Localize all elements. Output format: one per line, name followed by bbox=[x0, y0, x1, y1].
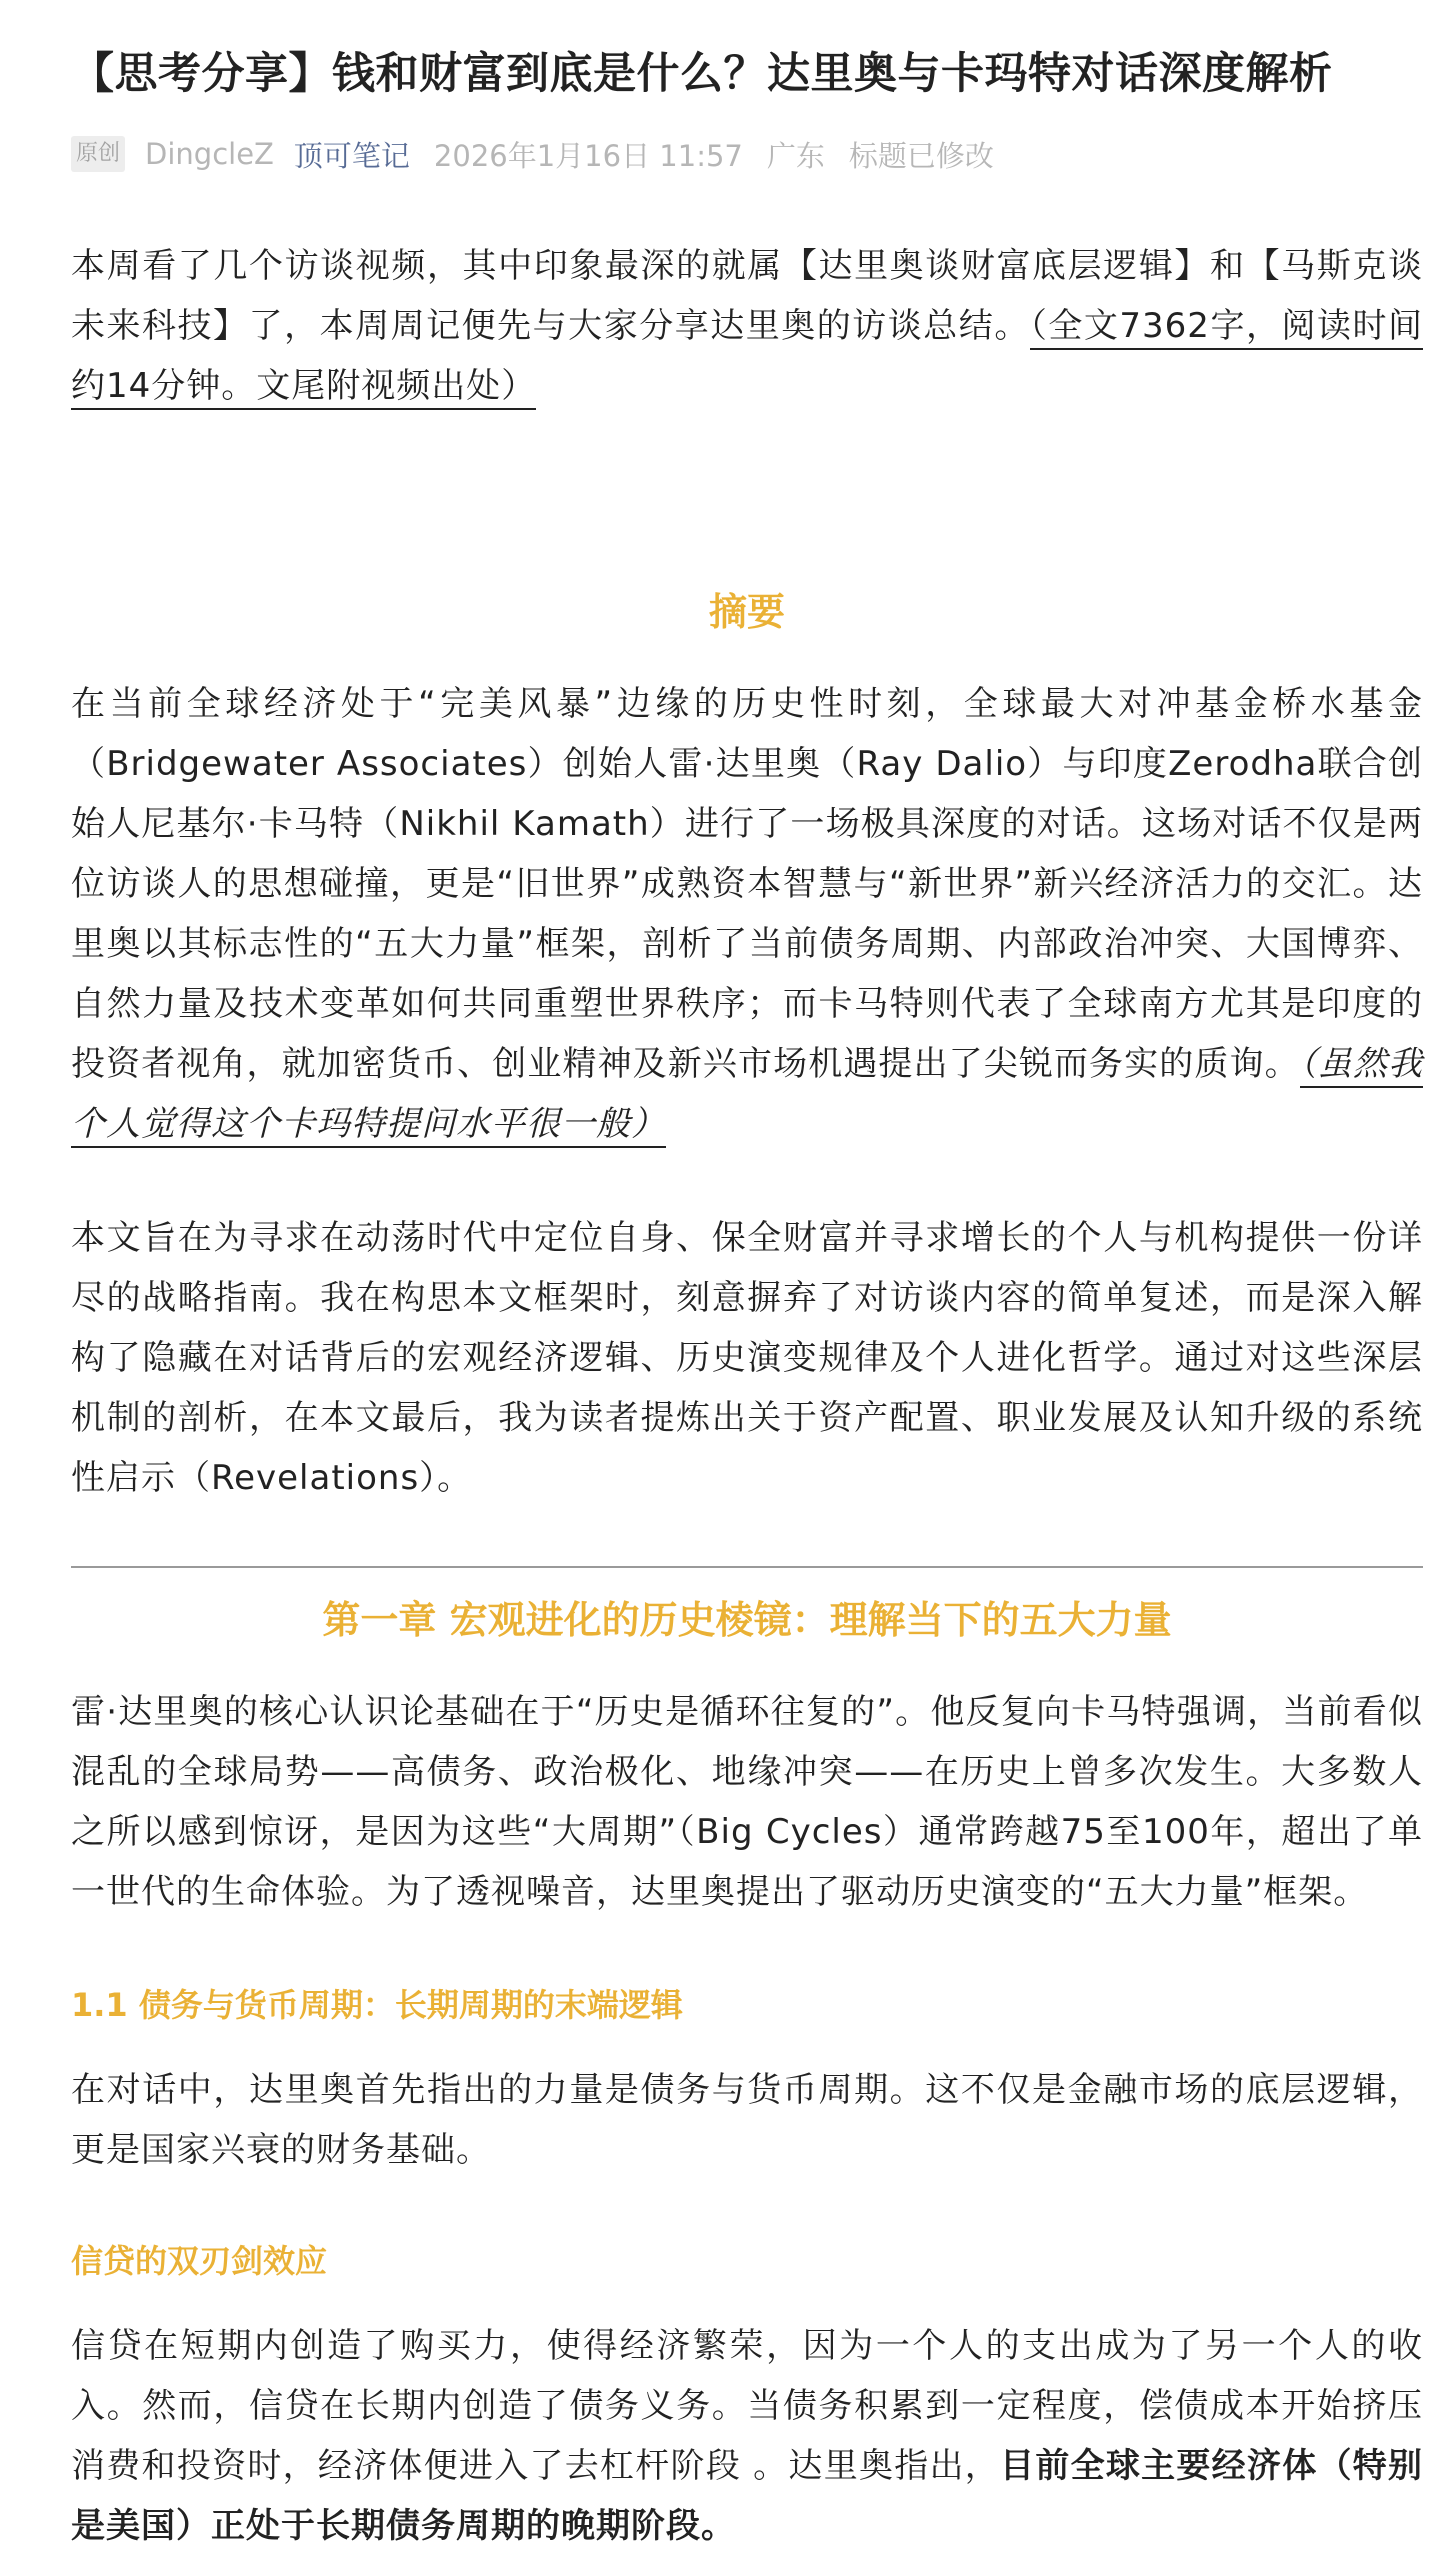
article-meta bbox=[71, 132, 994, 176]
section-1-1-paragraph bbox=[71, 2060, 1423, 2180]
intro-text: 本周看了几个访谈视频，其中印象最深的就属【达里奥谈财富底层逻辑】和【马斯克谈未来科技】了，本周周记便先与大家分享达里奥的访谈总结。 bbox=[71, 246, 1423, 346]
section-1-1-heading: 1.1 债务与货币周期：长期周期的末端逻辑 bbox=[71, 1986, 683, 2024]
section-1-1-text: 在对话中，达里奥首先指出的力量是债务与货币周期。这不仅是金融市场的底层逻辑，更是国家兴衰的财务基础。 bbox=[71, 2070, 1423, 2170]
abstract-p1-note: （虽然我个人觉得这个卡玛特提问水平很一般） bbox=[71, 1044, 1423, 1148]
credit-subheading: 信贷的双刃剑效应 bbox=[71, 2242, 328, 2280]
article-title: 【思考分享】钱和财富到底是什么？达里奥与卡玛特对话深度解析 bbox=[71, 49, 1333, 99]
publish-date: 2026年1月16日 11:57 bbox=[433, 138, 743, 173]
author-name: DingcleZ bbox=[145, 137, 274, 171]
intro-note: （全文7362字，阅读时间约14分钟。文尾附视频出处） bbox=[71, 306, 1423, 410]
section-divider bbox=[71, 1566, 1423, 1568]
chapter-1-heading: 第一章 宏观进化的历史棱镜：理解当下的五大力量 bbox=[322, 1598, 1172, 1642]
credit-bold-text: 目前全球主要经济体（特别是美国）正处于长期债务周期的晚期阶段。 bbox=[71, 2446, 1423, 2546]
abstract-paragraph-2 bbox=[71, 1208, 1423, 1508]
credit-text: 信贷在短期内创造了购买力，使得经济繁荣，因为一个人的支出成为了另一个人的收入。然而，信贷在长期内创造了债务义务。当债务积累到一定程度，偿债成本开始挤压消费和投资时，经济体便进入了去杠杆阶段 。达里奥指出， bbox=[71, 2326, 1423, 2486]
abstract-paragraph-1 bbox=[71, 674, 1423, 1154]
intro-paragraph bbox=[71, 236, 1423, 416]
chapter-1-p1-text: 雷·达里奥的核心认识论基础在于“历史是循环往复的”。他反复向卡马特强调，当前看似混乱的全球局势——高债务、政治极化、地缘冲突——在历史上曾多次发生。大多数人之所以感到惊讶，是因为这些“大周期”（Big Cycles）通常跨越75至100年，超出了单一世代的生命体验。为了透视噪音，达里奥提出了驱动历史演变的“五大力量”框架。 bbox=[71, 1692, 1423, 1912]
abstract-p2-text: 本文旨在为寻求在动荡时代中定位自身、保全财富并寻求增长的个人与机构提供一份详尽的战略指南。我在构思本文框架时，刻意摒弃了对访谈内容的简单复述，而是深入解构了隐藏在对话背后的宏观经济逻辑、历史演变规律及个人进化哲学。通过对这些深层机制的剖析，在本文最后，我为读者提炼出关于资产配置、职业发展及认知升级的系统性启示（Revelations）。 bbox=[71, 1218, 1423, 1498]
credit-paragraph bbox=[71, 2316, 1423, 2556]
chapter-1-paragraph bbox=[71, 1682, 1423, 1922]
account-link[interactable]: 顶可笔记 bbox=[293, 138, 410, 173]
publish-location: 广东 bbox=[766, 138, 825, 173]
abstract-heading: 摘要 bbox=[708, 590, 785, 634]
edited-note: 标题已修改 bbox=[848, 138, 994, 173]
abstract-p1-text: 在当前全球经济处于“完美风暴”边缘的历史性时刻，全球最大对冲基金桥水基金（Bridgewater Associates）创始人雷·达里奥（Ray Dalio）与印度Zerodha联合创始人尼基尔·卡马特（Nikhil Kamath）进行了一场极具深度的对话。这场对话不仅是两位访谈人的思想碰撞，更是“旧世界”成熟资本智慧与“新世界”新兴经济活力的交汇。达里奥以其标志性的“五大力量”框架，剖析了当前债务周期、内部政治冲突、大国博弈、自然力量及技术变革如何共同重塑世界秩序；而卡马特则代表了全球南方尤其是印度的投资者视角，就加密货币、创业精神及新兴市场机遇提出了尖锐而务实的质询。 bbox=[71, 684, 1423, 1084]
original-badge: 原创 bbox=[71, 136, 125, 172]
